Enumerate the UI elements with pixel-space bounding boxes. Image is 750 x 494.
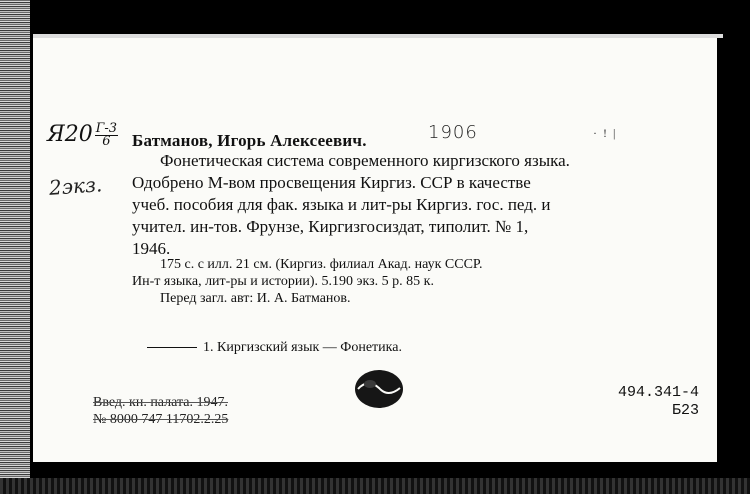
physical-line-1: 175 с. с илл. 21 см. (Киргиз. филиал Акад. наук СССР.	[160, 257, 483, 272]
ink-blot-stamp	[348, 364, 408, 414]
call-number	[47, 122, 132, 148]
registry-line-1: Введ. кн. палата. 1947.	[93, 395, 228, 410]
card-top-strip	[33, 34, 723, 38]
classmark-line-1: 494.341-4	[617, 384, 699, 401]
title-line-3: учеб. пособия для фак. языка и лит-ры Киргиз. гос. пед. и	[132, 195, 551, 214]
call-number-main: Я20	[47, 122, 93, 147]
call-number-numerator: Г-3	[95, 120, 118, 136]
title-description	[132, 150, 702, 260]
classmark	[618, 384, 699, 420]
subject-text: 1. Киргизский язык — Фонетика.	[203, 340, 402, 355]
call-number-fraction	[95, 120, 118, 149]
title-line-1: Фонетическая система современного киргизского языка.	[160, 151, 570, 170]
call-number-denominator: 6	[102, 133, 111, 149]
subject-rule	[147, 347, 197, 348]
physical-description	[132, 256, 702, 307]
book-chamber-registry	[93, 394, 228, 428]
ink-specks: · ! |	[593, 126, 616, 140]
handwritten-copies-note: 2экз.	[48, 172, 103, 200]
scan-bottom-edge	[0, 478, 750, 494]
author-heading: Батманов, Игорь Алексеевич.	[132, 131, 367, 150]
subject-heading	[147, 340, 402, 356]
title-line-5: 1946.	[132, 239, 171, 258]
title-line-4: учител. ин-тов. Фрунзе, Киргизгосиздат, типолит. № 1,	[132, 217, 529, 236]
registry-line-2: № 8000 747 11702.2.25	[93, 412, 229, 427]
physical-line-2: Ин-т языка, лит-ры и истории). 5.190 экз. 5 р. 85 к.	[132, 274, 434, 289]
handwritten-birth-year: 1906	[428, 122, 478, 143]
scan-left-edge	[0, 0, 30, 494]
classmark-line-2: Б23	[671, 402, 699, 419]
catalog-card	[33, 34, 717, 462]
title-line-2: Одобрено М-вом просвещения Киргиз. ССР в качестве	[132, 173, 531, 192]
physical-line-3: Перед загл. авт: И. А. Батманов.	[160, 291, 351, 306]
